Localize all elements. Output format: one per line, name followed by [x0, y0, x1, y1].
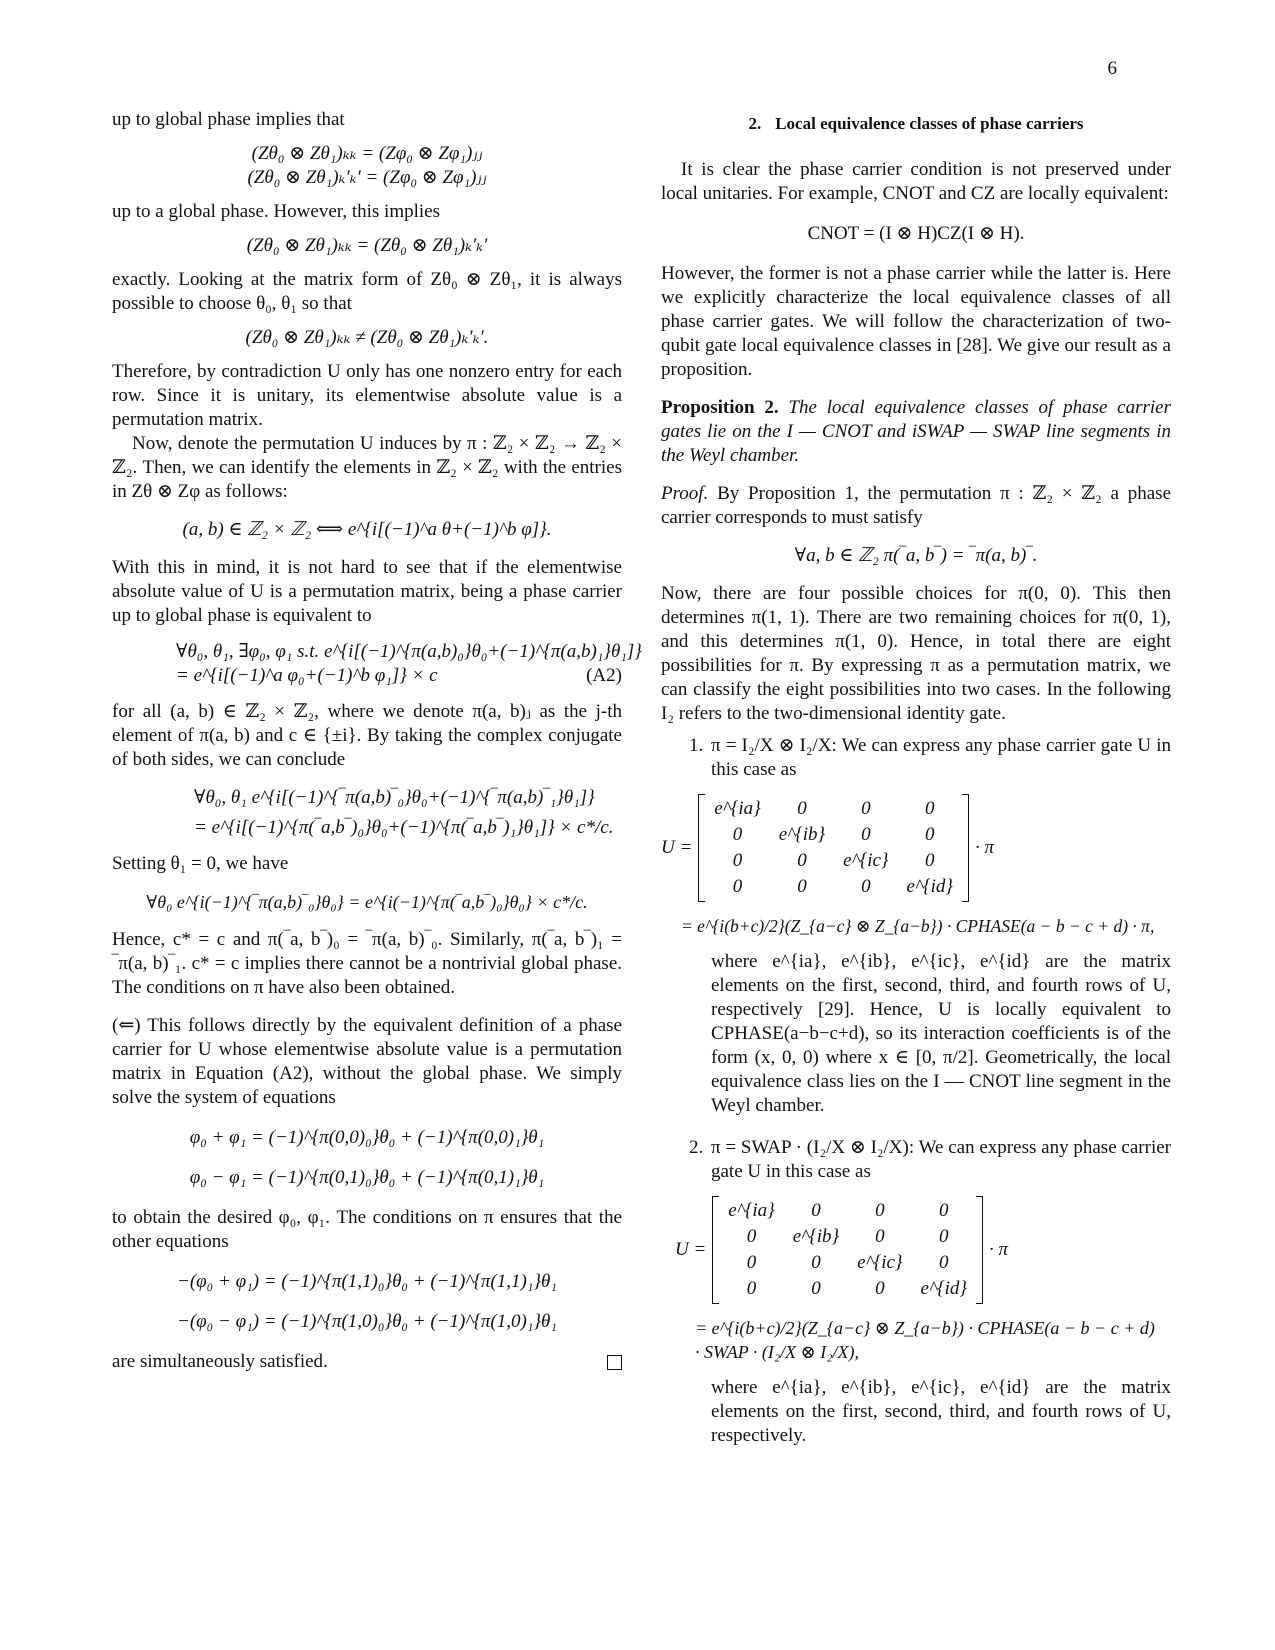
proposition [661, 396, 1171, 468]
equation: = e^{i[(−1)^{π(‾a,b‾)₀}θ₀+(−1)^{π(‾a,b‾)₁}θ₁]} × c*/c. [194, 817, 614, 838]
equation: = e^{i[(−1)^a φ₀+(−1)^b φ₁]} × c [176, 665, 438, 686]
right-column [661, 108, 1171, 1448]
matrix: e^{ia} 0 0 0 0 e^{ib} 0 0 0 0 e^{ic} 0 0 0 0 e^{id} [698, 794, 969, 902]
list-text: π = SWAP · (I₂/X ⊗ I₂/X): We can express any phase carrier gate U in this case as [711, 1137, 1171, 1182]
list-item [689, 734, 1171, 782]
paragraph: Now, there are four possible choices for π(0, 0). This then determines π(1, 1). There are two remaining choices for π(0, 1), and this determines π(1, 0). Hence, in total there are eight possibilities for π. By expressing π as a permutation matrix, we can classify the eight possibilities into two cases. In the following I₂ refers to the two-dimensional identity gate. [661, 583, 1171, 724]
paragraph: where e^{ia}, e^{ib}, e^{ic}, e^{id} are the matrix elements on the first, second, third, and fourth rows of U, respectively [29]. Hence, U is locally equivalent to CPHASE(a−b−c+d), so its interaction coefficients is of the form (x, 0, 0) where x ∈ [0, π/2]. Geometrically, the local equivalence class lies on the I — CNOT line segment in the Weyl chamber. [711, 951, 1171, 1116]
proof-label: Proof. [661, 483, 709, 504]
equation: −(φ₀ + φ₁) = (−1)^{π(1,1)₀}θ₀ + (−1)^{π(1,1)₁}θ₁ [177, 1271, 557, 1292]
equation-row [176, 664, 622, 688]
paragraph-text: are simultaneously satisfied. [112, 1351, 328, 1372]
equation-block [194, 786, 622, 840]
equation: φ₀ + φ₁ = (−1)^{π(0,0)₀}θ₀ + (−1)^{π(0,0)₁}θ₁ [189, 1127, 545, 1148]
equation: = e^{i(b+c)/2}(Z_{a−c} ⊗ Z_{a−b}) · CPHASE(a − b − c + d) · π, [681, 916, 1155, 936]
paragraph: Therefore, by contradiction U only has one nonzero entry for each row. Since it is unitary, its elementwise absolute value is a permutation matrix. [112, 361, 622, 430]
matrix: e^{ia} 0 0 0 0 e^{ib} 0 0 0 0 e^{ic} 0 0 0 0 e^{id} [712, 1196, 983, 1304]
equation: (Zθ₀ ⊗ Zθ₁)ₖₖ = (Zφ₀ ⊗ Zφ₁)ⱼⱼ [251, 143, 483, 164]
list-text: π = I₂/X ⊗ I₂/X: We can express any phase carrier gate U in this case as [711, 735, 1171, 780]
section-title: Local equivalence classes of phase carriers [775, 114, 1084, 133]
section-number: 2. [748, 114, 762, 133]
section-heading [661, 112, 1171, 136]
paragraph-text: By Proposition 1, the permutation π : ℤ₂ × ℤ₂ a phase carrier corresponds to must satisfy [661, 483, 1171, 528]
equation: · SWAP · (I₂/X ⊗ I₂/X), [695, 1342, 859, 1362]
equation: ∀a, b ∈ ℤ₂ π(‾a, b‾) = ‾π(a, b)‾. [794, 545, 1038, 566]
paragraph: Now, denote the permutation U induces by π : ℤ₂ × ℤ₂ → ℤ₂ × ℤ₂. Then, we can identify the elements in ℤ₂ × ℤ₂ with the entries in Zθ ⊗ Zφ as follows: [112, 433, 622, 502]
equation-number: (A2) [586, 665, 622, 686]
proof-paragraph [661, 482, 1171, 530]
list-number: 2. [689, 1137, 704, 1158]
paragraph: (⇐) This follows directly by the equivalent definition of a phase carrier for U whose elementwise absolute value is a permutation matrix in Equation (A2), without the global phase. We simply solve the system of equations [112, 1015, 622, 1108]
matrix-suffix: · π [974, 837, 994, 858]
paragraph: to obtain the desired φ₀, φ₁. The conditions on π ensures that the other equations [112, 1207, 622, 1252]
page-number: 6 [1107, 58, 1117, 79]
matrix-suffix: · π [988, 1239, 1008, 1260]
equation-block [112, 142, 622, 190]
paragraph: With this in mind, it is not hard to see that if the elementwise absolute value of U is a permutation matrix, being a phase carrier up to global phase is equivalent to [112, 557, 622, 626]
paragraph: Setting θ₁ = 0, we have [112, 853, 289, 874]
paragraph: where e^{ia}, e^{ib}, e^{ic}, e^{id} are the matrix elements on the first, second, third, and fourth rows of U, respectively. [711, 1377, 1171, 1446]
left-column [112, 108, 642, 1374]
matrix-equation [675, 1196, 1171, 1304]
equation-block [176, 640, 642, 688]
paragraph [112, 1350, 622, 1374]
case-list [661, 734, 1171, 1448]
equation: (Zθ₀ ⊗ Zθ₁)ₖₖ = (Zθ₀ ⊗ Zθ₁)ₖ′ₖ′ [246, 235, 488, 256]
equation: CNOT = (I ⊗ H)CZ(I ⊗ H). [807, 223, 1025, 244]
list-item [689, 1136, 1171, 1184]
equation: (Zθ₀ ⊗ Zθ₁)ₖ′ₖ′ = (Zφ₀ ⊗ Zφ₁)ⱼⱼ [247, 167, 487, 188]
qed-box-icon [607, 1355, 622, 1370]
equation: = e^{i(b+c)/2}(Z_{a−c} ⊗ Z_{a−b}) · CPHASE(a − b − c + d) [695, 1318, 1155, 1338]
proposition-text: The local equivalence classes of phase carrier gates lie on the I — CNOT and iSWAP — SWAP line segments in the Weyl chamber. [661, 397, 1172, 466]
equation: (Zθ₀ ⊗ Zθ₁)ₖₖ ≠ (Zθ₀ ⊗ Zθ₁)ₖ′ₖ′. [245, 327, 489, 348]
paragraph: Hence, c* = c and π(‾a, b‾)₀ = ‾π(a, b)‾₀. Similarly, π(‾a, b‾)₁ = ‾π(a, b)‾₁. c* = c implies there cannot be a nontrivial global phase. The conditions on π have also been obtained. [112, 929, 622, 998]
paragraph: exactly. Looking at the matrix form of Zθ₀ ⊗ Zθ₁, it is always possible to choose θ₀, θ₁ so that [112, 269, 622, 314]
list-number: 1. [689, 735, 704, 756]
equation: −(φ₀ − φ₁) = (−1)^{π(1,0)₀}θ₀ + (−1)^{π(1,0)₁}θ₁ [177, 1311, 557, 1332]
equation: ∀θ₀, θ₁ e^{i[(−1)^{‾π(a,b)‾₀}θ₀+(−1)^{‾π(a,b)‾₁}θ₁]} [194, 787, 595, 808]
proposition-label: Proposition 2. [661, 397, 779, 418]
matrix-label: U = [661, 837, 693, 858]
paragraph: up to global phase implies that [112, 109, 345, 130]
paragraph: It is clear the phase carrier condition is not preserved under local unitaries. For example, CNOT and CZ are locally equivalent: [661, 159, 1171, 204]
matrix-equation [661, 794, 1171, 902]
equation: φ₀ − φ₁ = (−1)^{π(0,1)₀}θ₀ + (−1)^{π(0,1)₁}θ₁ [189, 1167, 545, 1188]
equation: ∀θ₀, θ₁, ∃φ₀, φ₁ s.t. e^{i[(−1)^{π(a,b)₀}θ₀+(−1)^{π(a,b)₁}θ₁]} [176, 641, 642, 662]
paragraph: up to a global phase. However, this implies [112, 201, 440, 222]
matrix-label: U = [675, 1239, 707, 1260]
paragraph: for all (a, b) ∈ ℤ₂ × ℤ₂, where we denote π(a, b)ⱼ as the j-th element of π(a, b) and c ∈ {±i}. By taking the complex conjugate of both sides, we can conclude [112, 701, 622, 770]
paragraph: However, the former is not a phase carrier while the latter is. Here we explicitly characterize the local equivalence classes of all phase carrier gates. We will follow the characterization of two-qubit gate local equivalence classes in [28]. We give our result as a proposition. [661, 263, 1171, 380]
equation: ∀θ₀ e^{i(−1)^{‾π(a,b)‾₀}θ₀} = e^{i(−1)^{π(‾a,b‾)₀}θ₀} × c*/c. [146, 892, 588, 912]
equation: (a, b) ∈ ℤ₂ × ℤ₂ ⟺ e^{i[(−1)^a θ+(−1)^b φ]}. [182, 519, 552, 540]
